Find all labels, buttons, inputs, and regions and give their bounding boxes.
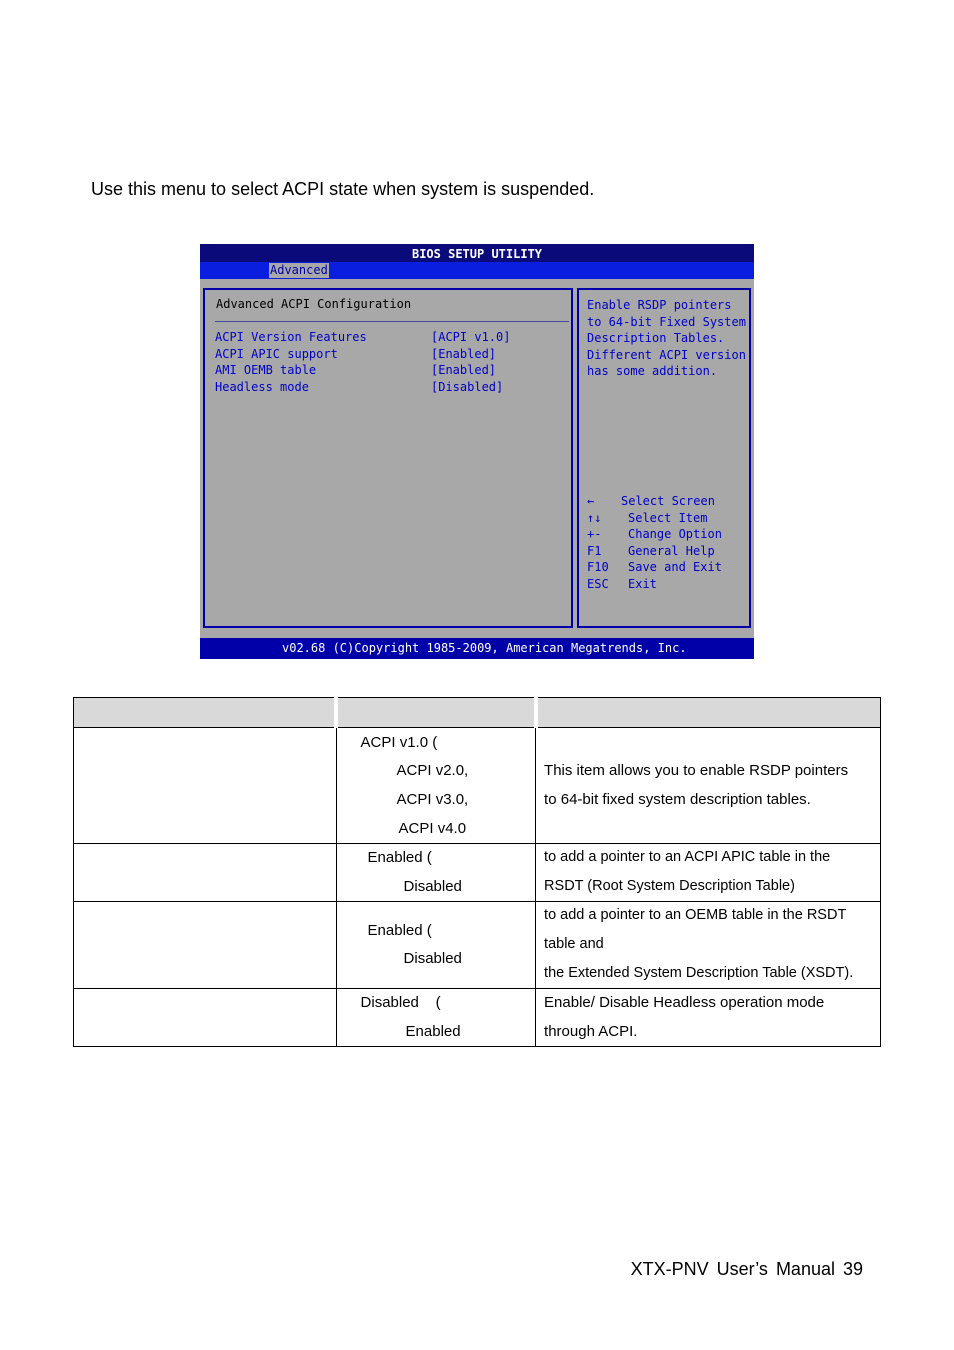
table-cell-options [336,989,536,1047]
table-cell-description [536,902,881,989]
key-desc: Change Option [628,527,722,541]
page-footer: XTX-PNV User’s Manual 39 [630,1259,863,1279]
table-cell-description [536,844,881,902]
table-row [74,989,881,1047]
bios-item-acpi-version[interactable] [215,330,569,346]
tab-advanced[interactable]: Advanced [270,263,328,277]
description-line: RSDT (Root System Description Table) [544,878,795,894]
key-desc: Save and Exit [628,560,722,574]
bios-item-label: AMI OEMB table [215,363,317,377]
bios-item-acpi-apic[interactable] [215,347,569,363]
table-cell-item [74,728,337,844]
bios-help-text [587,297,746,380]
table-row [74,844,881,902]
key-label: ← [587,494,595,508]
table-cell-item [74,902,337,989]
option-line: Enabled [405,1023,461,1040]
description-line: This item allows you to enable RSDP pointers [544,762,849,779]
key-desc: Select Screen [621,494,715,508]
bios-item-label: Headless mode [215,379,309,394]
bios-footer [200,638,754,659]
key-desc: Select Item [628,510,708,525]
table-cell-item [74,844,337,902]
option-line: ACPI v1.0 ( [360,734,438,751]
intro-text: Use this menu to select ACPI state when system is suspended. [91,179,595,199]
key-label: F10 [587,560,609,574]
header-cell [336,698,536,728]
bios-item-headless[interactable] [215,380,569,396]
bios-body [200,279,754,638]
option-line: ACPI v2.0, [396,762,469,779]
options-table [73,697,881,1047]
description-line: to add a pointer to an ACPI APIC table in the [544,849,831,865]
help-line: has some addition. [587,364,718,378]
description-line: through ACPI. [544,1023,638,1040]
table-cell-item [74,989,337,1047]
help-line: Description Tables. [587,331,725,345]
key-label: +- [587,527,602,541]
option-line: Disabled ( [360,994,441,1011]
bios-settings-panel [203,288,573,628]
table-cell-description [536,989,881,1047]
option-line: Enabled ( [367,922,432,939]
bios-item-label: ACPI Version Features [215,330,367,344]
key-label: ESC [587,576,609,591]
bios-heading: Advanced ACPI Configuration [216,297,412,311]
table-header-row [74,698,881,728]
option-line: ACPI v3.0, [396,791,469,808]
description-line: to add a pointer to an OEMB table in the RSDT [544,907,847,923]
bios-item-value: [Enabled] [431,363,497,377]
bios-item-value: [ACPI v1.0] [431,330,511,344]
option-line: Disabled [403,878,462,895]
key-desc: General Help [628,543,715,558]
table-row [74,728,881,844]
help-line: Different ACPI version [587,347,746,362]
table-row [74,902,881,989]
bios-menu-bar [200,262,754,279]
bios-title: BIOS SETUP UTILITY [200,244,754,262]
description-line: Enable/ Disable Headless operation mode [544,994,825,1011]
header-cell [74,698,337,728]
bios-item-label: ACPI APIC support [215,346,338,361]
table-cell-description [536,728,881,844]
description-line: table and [544,936,604,952]
table-cell-options [336,844,536,902]
header-cell [536,698,881,728]
bios-item-value: [Disabled] [431,379,504,394]
table-cell-options [336,902,536,989]
bios-divider [215,321,569,322]
help-line: Enable RSDP pointers [587,298,732,312]
description-line: to 64-bit fixed system description tables. [544,791,811,808]
bios-help-panel [577,288,751,628]
option-line: Enabled ( [367,849,432,866]
bios-screenshot [200,244,754,659]
option-line: Disabled [403,950,462,967]
option-line: ACPI v4.0 [398,820,467,837]
bios-item-value: [Enabled] [431,346,497,361]
table-cell-options [336,728,536,844]
description-line: the Extended System Description Table (XSDT). [544,965,854,981]
bios-copyright: v02.68 (C)Copyright 1985-2009, American Megatrends, Inc. [282,641,687,655]
help-line: to 64-bit Fixed System [587,314,746,329]
key-label: F1 [587,543,602,558]
key-label: ↑↓ [587,510,602,525]
key-desc: Exit [628,576,657,591]
bios-item-ami-oemb[interactable] [215,363,569,379]
